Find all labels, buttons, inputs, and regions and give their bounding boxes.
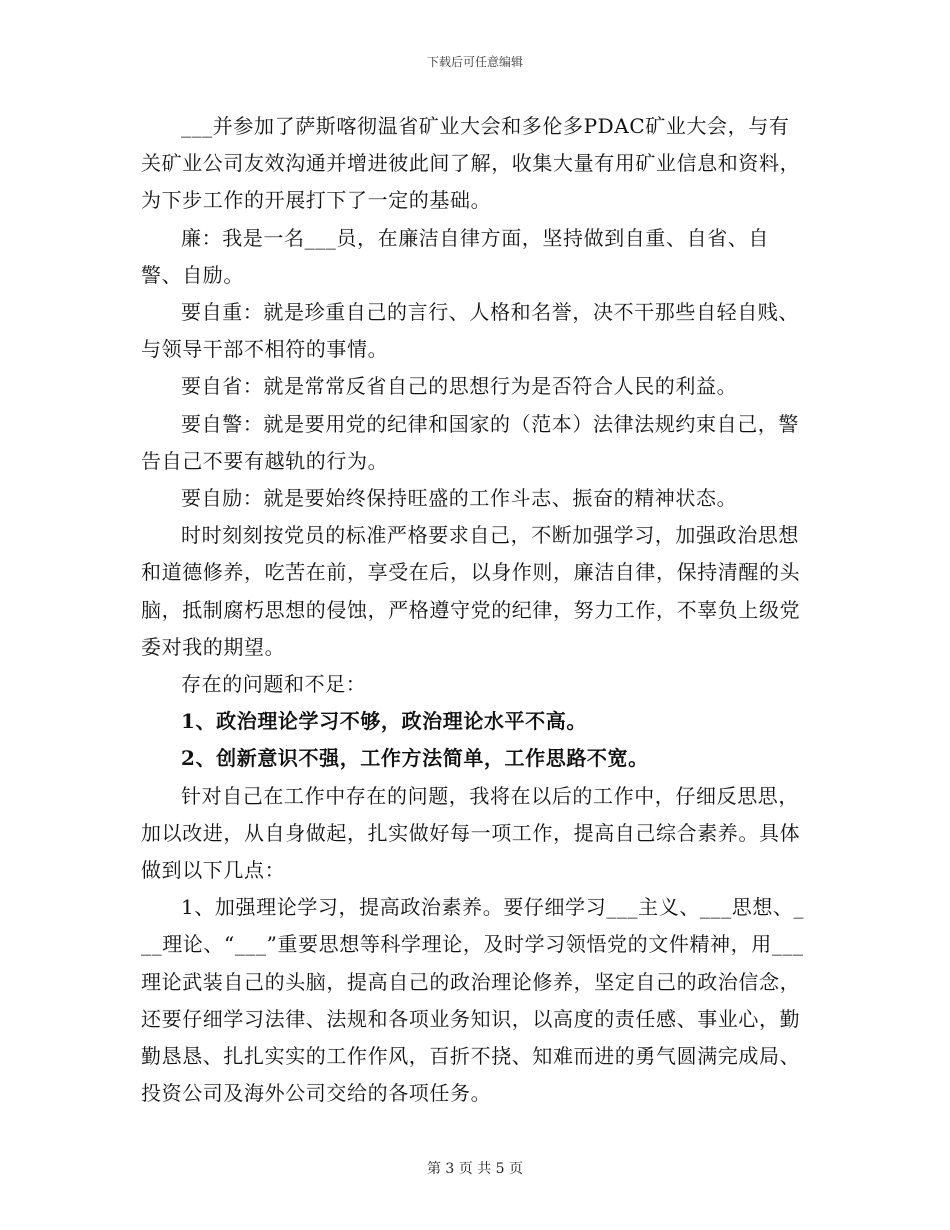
paragraph-11: 针对自己在工作中存在的问题，我将在以后的工作中，仔细反思思，加以改进，从自身做起，扎实做好每一项工作，提高自己综合素养。具体做到以下几点： (141, 783, 801, 883)
paragraph-12: 1、加强理论学习，提高政治素养。要仔细学习___主义、___思想、___理论、“___”重要思想等科学理论，及时学习领悟党的文件精神，用___理论武装自己的头脑，提高自己的政治理论修养，坚定自己的政治信念，还要仔细学习法律、法规和各项业务知识，以高度的责任感、事业心，勤勤恳恳、扎扎实实的工作作风，百折不挠、知难而进的勇气圆满完成局、投资公司及海外公司交给的各项任务。 (141, 895, 805, 1106)
paragraph-2: 廉：我是一名___员，在廉洁自律方面，坚持做到自重、自省、自警、自励。 (141, 225, 769, 287)
paragraph-1: ___并参加了萨斯喀彻温省矿业大会和多伦多PDAC矿业大会，与有关矿业公司友效沟通并增进彼此间了解，收集大量有用矿业信息和资料，为下步工作的开展打下了一定的基础。 (141, 114, 801, 213)
page-number: 第 3 页 共 5 页 (426, 1161, 524, 1177)
paragraph-7: 时时刻刻按党员的标准严格要求自己，不断加强学习，加强政治思想和道德修养，吃苦在前，享受在后，以身作则，廉洁自律，保持清醒的头脑，抵制腐朽思想的侵蚀，严格遵守党的纪律，努力工作，不辜负上级党委对我的期望。 (141, 523, 801, 659)
paragraph-8: 存在的问题和不足： (181, 672, 367, 697)
paragraph-6: 要自励：就是要始终保持旺盛的工作斗志、振奋的精神状态。 (181, 486, 738, 511)
document-body (141, 108, 806, 1112)
problem-item-2: 2、创新意识不强，工作方法简单，工作思路不宽。 (181, 746, 649, 771)
paragraph-4: 要自省：就是常常反省自己的思想行为是否符合人民的利益。 (181, 374, 738, 399)
page-header: 下载后可任意编辑 (426, 55, 523, 69)
paragraph-5: 要自警：就是要用党的纪律和国家的（范本）法律法规约束自己，警告自己不要有越轨的行为。 (141, 411, 799, 473)
problem-item-1: 1、政治理论学习不够，政治理论水平不高。 (181, 709, 587, 734)
paragraph-3: 要自重：就是珍重自己的言行、人格和名誉，决不干那些自轻自贱、与领导干部不相符的事情。 (141, 300, 799, 362)
